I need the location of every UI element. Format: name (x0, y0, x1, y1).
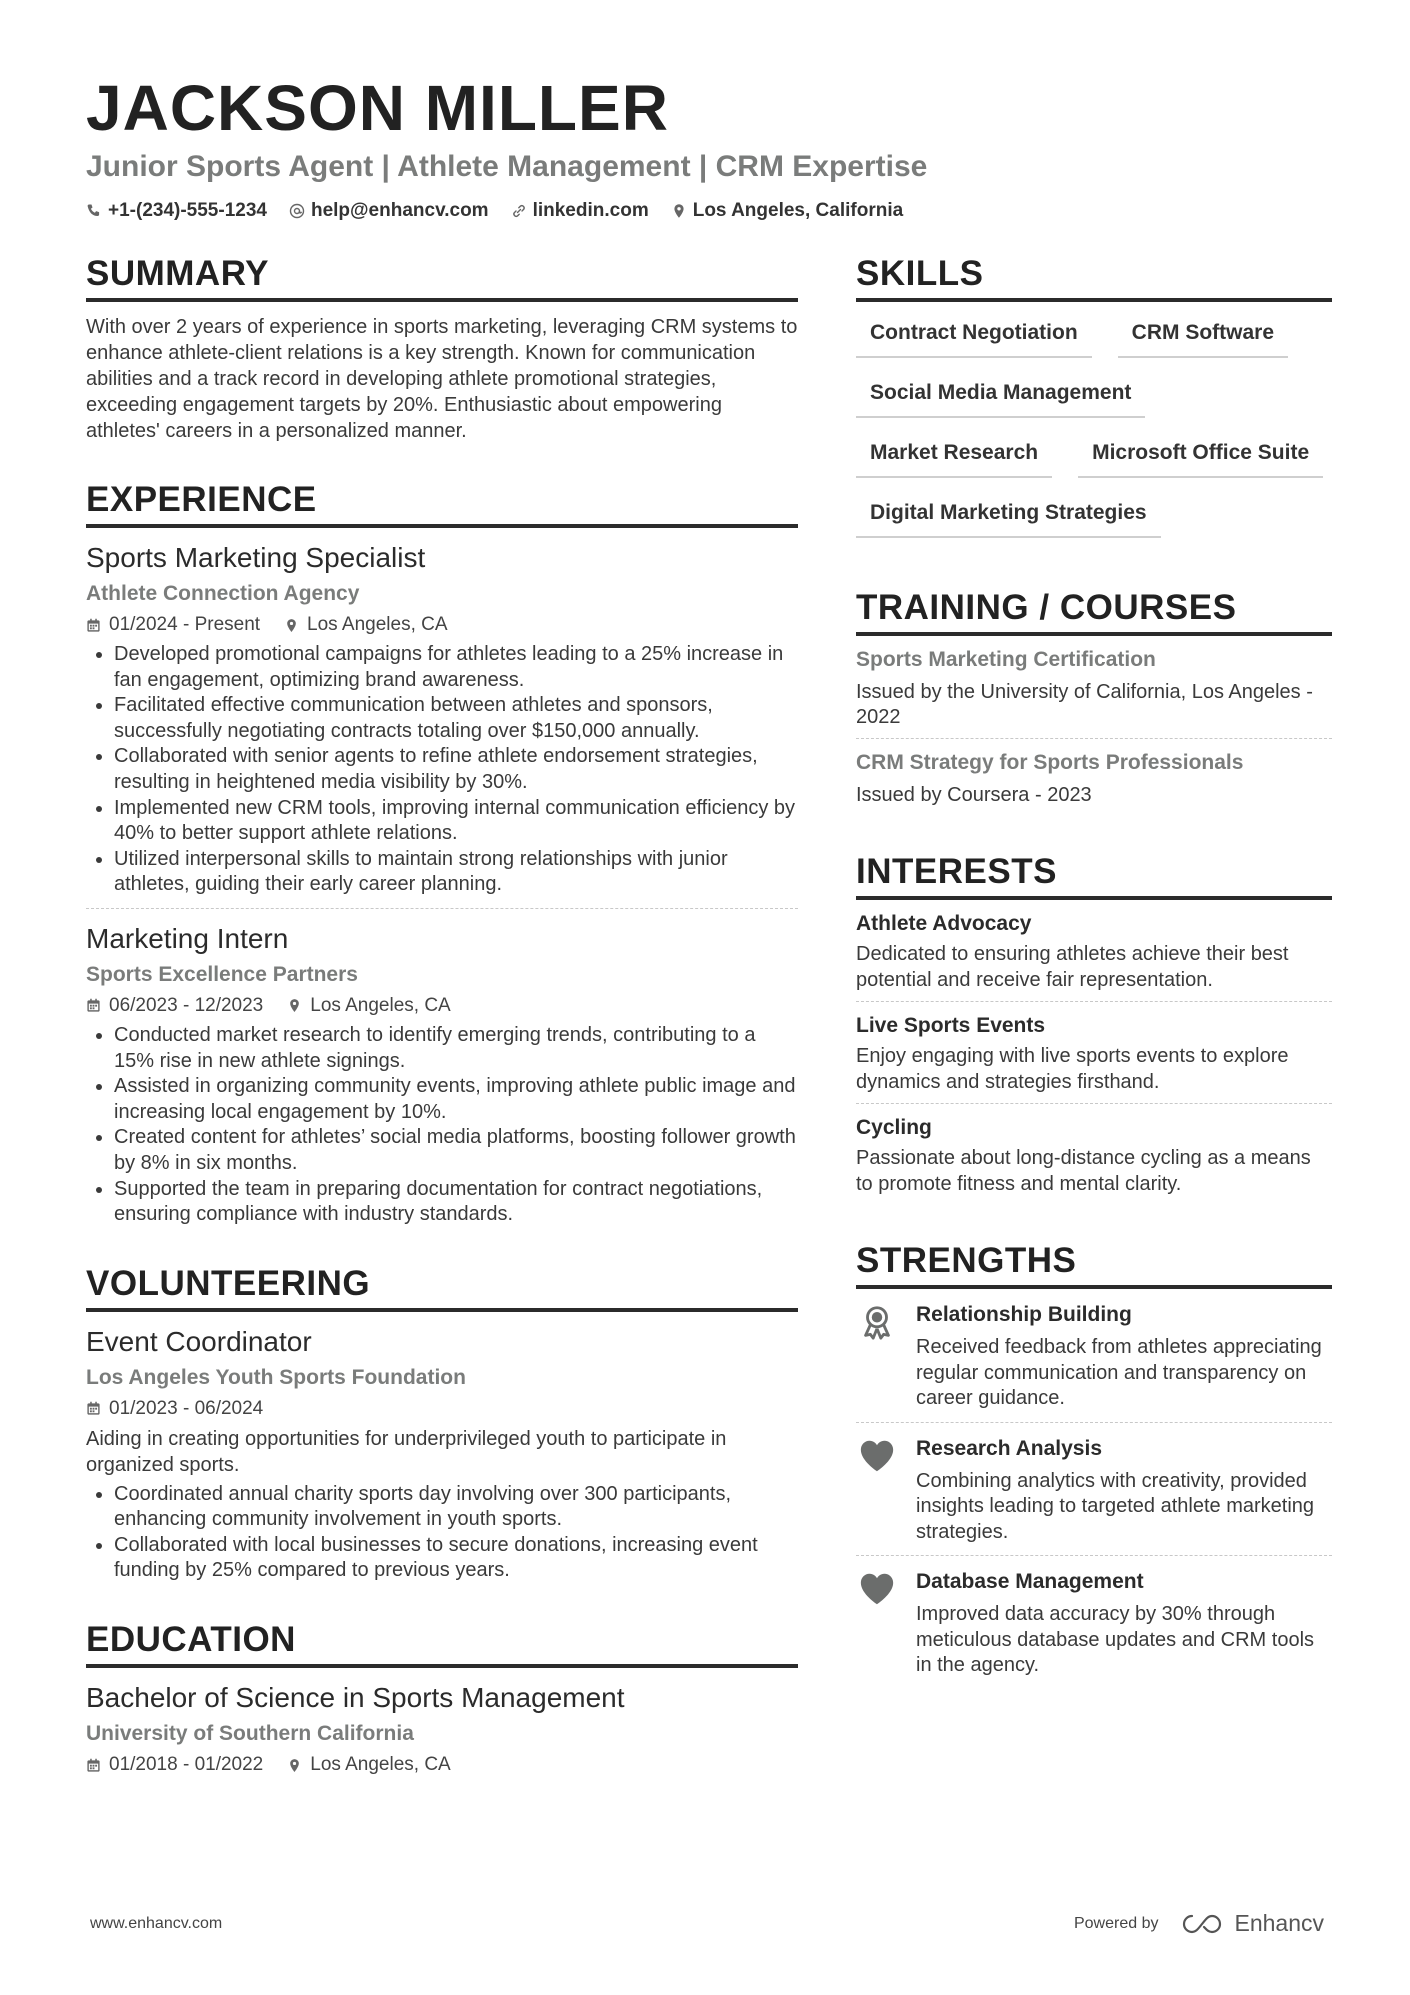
strength-title: Research Analysis (916, 1436, 1102, 1460)
calendar-icon (86, 1401, 101, 1416)
education-entry (86, 1668, 798, 1778)
strength-desc: Combining analytics with creativity, provided insights leading to targeted athlete marketing strategies. (916, 1469, 1315, 1543)
bullet-item: • Conducted market research to identify emerging trends, contributing to a 15% rise in new athlete signings. (114, 1023, 798, 1074)
strength-title: Database Management (916, 1570, 1144, 1593)
award-icon (856, 1301, 898, 1412)
volunteer-description: Aiding in creating opportunities for underprivileged youth to participate in organized sports. (86, 1427, 727, 1476)
brand-name: Enhancv (1234, 1910, 1324, 1936)
interests-heading: INTERESTS (856, 850, 1332, 900)
linkedin-text: linkedin.com (532, 200, 649, 221)
skill-tag: Contract Negotiation (856, 312, 1092, 358)
location-text: Los Angeles, California (692, 200, 904, 221)
job-bullets (86, 642, 798, 898)
location-pin-icon (284, 618, 299, 633)
bullet-item: • Developed promotional campaigns for athletes leading to a 25% increase in fan engagement, optimizing brand awareness. (114, 642, 798, 693)
experience-section (86, 478, 798, 1228)
bullet-item: • Coordinated annual charity sports day involving over 300 participants, enhancing community involvement in youth sports. (114, 1482, 798, 1533)
course-desc: Issued by the University of California, Los Angeles - 2022 (856, 681, 1313, 728)
skill-tag: Digital Marketing Strategies (856, 492, 1161, 538)
volunteer-meta (86, 1396, 798, 1422)
job-bullets (86, 1023, 798, 1228)
skill-tag: Market Research (856, 432, 1052, 478)
phone-icon (86, 203, 102, 219)
strength-item (856, 1289, 1332, 1422)
education-dates-text: 01/2018 - 01/2022 (109, 1754, 264, 1776)
contact-row (86, 200, 1326, 222)
skills-heading: SKILLS (856, 252, 1332, 302)
interest-item (856, 900, 1332, 1001)
bullet-item: • Implemented new CRM tools, improving internal communication efficiency by 40% to better support athlete relations. (114, 796, 798, 847)
course-title: CRM Strategy for Sports Professionals (856, 751, 1244, 774)
contact-phone[interactable] (86, 200, 267, 222)
strength-desc: Improved data accuracy by 30% through meticulous database updates and CRM tools in the agency. (916, 1603, 1315, 1676)
calendar-icon (86, 1758, 101, 1773)
bullet-item: • Collaborated with local businesses to secure donations, increasing event funding by 25% compared to previous years. (114, 1533, 798, 1584)
job-location (284, 612, 447, 638)
skill-tag: Social Media Management (856, 372, 1145, 418)
strengths-heading: STRENGTHS (856, 1239, 1332, 1289)
interest-title: Live Sports Events (856, 1014, 1046, 1037)
job-dates-text: 06/2023 - 12/2023 (109, 994, 264, 1016)
right-column (856, 252, 1332, 1723)
location-pin-icon (287, 998, 302, 1013)
bullet-item: • Created content for athletes’ social media platforms, boosting follower growth by 8% in six months. (114, 1125, 798, 1176)
powered-by (1074, 1910, 1324, 1937)
education-location-text: Los Angeles, CA (310, 1754, 451, 1776)
volunteering-heading: VOLUNTEERING (86, 1262, 798, 1312)
school-name: University of Southern California (86, 1722, 414, 1746)
course-desc: Issued by Coursera - 2023 (856, 784, 1092, 806)
heart-icon (856, 1435, 898, 1546)
training-section (856, 586, 1332, 816)
interests-section (856, 850, 1332, 1205)
volunteer-bullets (86, 1482, 798, 1584)
strength-item (856, 1422, 1332, 1556)
volunteering-section (86, 1262, 798, 1584)
job-location-text: Los Angeles, CA (310, 994, 451, 1016)
skills-list (856, 312, 1332, 552)
volunteer-role: Event Coordinator (86, 1325, 312, 1357)
job-dates-text: 01/2024 - Present (109, 614, 261, 635)
strength-body (916, 1301, 1332, 1412)
interest-desc: Dedicated to ensuring athletes achieve their best potential and receive fair representation. (856, 943, 1289, 991)
course-item (856, 738, 1332, 816)
contact-linkedin[interactable] (511, 200, 649, 222)
enhancv-logo[interactable] (1180, 1910, 1324, 1937)
bullet-item: • Supported the team in preparing documentation for contract negotiations, ensuring compliance with industry standards. (114, 1177, 798, 1228)
bullet-item: • Facilitated effective communication between athletes and sponsors, successfully negotiating contracts totaling over $150,000 annually. (114, 693, 798, 744)
education-section (86, 1618, 798, 1778)
job-title: Marketing Intern (86, 922, 289, 954)
skills-section (856, 252, 1332, 552)
at-icon (289, 203, 305, 219)
left-column (86, 252, 798, 1812)
volunteer-organization: Los Angeles Youth Sports Foundation (86, 1365, 466, 1389)
contact-email[interactable] (289, 200, 489, 222)
degree: Bachelor of Science in Sports Management (86, 1682, 625, 1714)
footer (90, 1910, 1324, 1937)
summary-heading: SUMMARY (86, 252, 798, 302)
job-title: Sports Marketing Specialist (86, 542, 426, 573)
footer-website[interactable]: www.enhancv.com (90, 1914, 223, 1932)
strength-body (916, 1435, 1332, 1546)
strength-desc: Received feedback from athletes appreciating regular communication and transparency on career guidance. (916, 1336, 1322, 1409)
candidate-name: JACKSON MILLER (86, 72, 669, 144)
job-dates (86, 612, 260, 638)
link-icon (511, 203, 527, 219)
phone-text: +1-(234)-555-1234 (108, 200, 267, 221)
calendar-icon (86, 998, 101, 1013)
company-name: Sports Excellence Partners (86, 962, 358, 986)
job-location (287, 993, 450, 1019)
interest-desc: Passionate about long-distance cycling as a means to promote fitness and mental clarity. (856, 1147, 1311, 1195)
summary-section (86, 252, 798, 444)
enhancv-logo-icon (1180, 1913, 1226, 1935)
job-meta (86, 612, 798, 638)
interest-item (856, 1001, 1332, 1103)
course-title: Sports Marketing Certification (856, 648, 1156, 671)
course-item (856, 636, 1332, 738)
email-text: help@enhancv.com (310, 200, 489, 221)
bullet-item: • Collaborated with senior agents to refine athlete endorsement strategies, resulting in heightened media visibility by 30%. (114, 744, 798, 795)
location-pin-icon (671, 203, 687, 219)
job-meta (86, 993, 798, 1019)
strength-item (856, 1555, 1332, 1689)
experience-heading: EXPERIENCE (86, 478, 798, 528)
candidate-title: Junior Sports Agent | Athlete Management | CRM Expertise (86, 150, 928, 183)
interest-title: Athlete Advocacy (856, 912, 1032, 935)
volunteer-dates (86, 1396, 263, 1422)
volunteering-entry (86, 1312, 798, 1584)
education-dates (86, 1752, 263, 1778)
heart-icon (856, 1568, 898, 1679)
strengths-section (856, 1239, 1332, 1689)
job-location-text: Los Angeles, CA (307, 614, 448, 635)
strength-body (916, 1568, 1332, 1679)
summary-text: With over 2 years of experience in sports marketing, leveraging CRM systems to enhance athlete-client relations is a key strength. Known for communication abilities and a track record in developing athlete promotional strategies, exceeding engagement targets by 20%. Enthusiastic about empowering athletes' careers in a personalized manner. (86, 316, 798, 442)
location-pin-icon (287, 1758, 302, 1773)
skill-tag: Microsoft Office Suite (1078, 432, 1323, 478)
education-heading: EDUCATION (86, 1618, 798, 1668)
skill-tag: CRM Software (1118, 312, 1288, 358)
interest-desc: Enjoy engaging with live sports events to explore dynamics and strategies firsthand. (856, 1045, 1289, 1093)
bullet-item: • Utilized interpersonal skills to maintain strong relationships with junior athletes, guiding their early career planning. (114, 847, 798, 898)
interest-title: Cycling (856, 1116, 932, 1139)
powered-by-label: Powered by (1073, 1914, 1159, 1932)
education-meta (86, 1752, 798, 1778)
strength-title: Relationship Building (916, 1303, 1132, 1326)
bullet-item: • Assisted in organizing community events, improving athlete public image and increasing local engagement by 10%. (114, 1074, 798, 1125)
experience-entry (86, 528, 798, 898)
education-location (287, 1752, 450, 1778)
calendar-icon (86, 618, 101, 633)
interest-item (856, 1103, 1332, 1205)
contact-location (671, 200, 903, 222)
volunteer-dates-text: 01/2023 - 06/2024 (109, 1397, 264, 1419)
header (86, 70, 1326, 222)
training-heading: TRAINING / COURSES (856, 586, 1332, 636)
job-dates (86, 993, 263, 1019)
experience-entry (86, 908, 798, 1228)
company-name: Athlete Connection Agency (86, 582, 360, 605)
